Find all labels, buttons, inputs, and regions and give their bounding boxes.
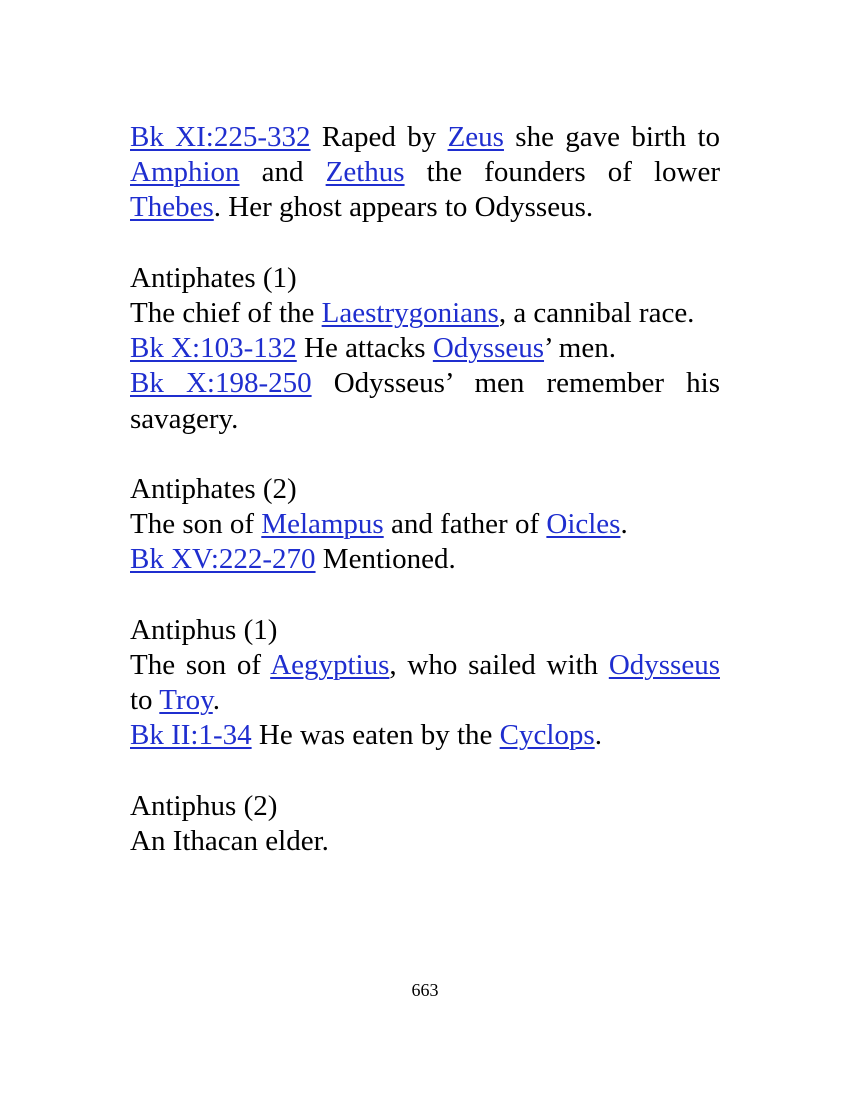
oicles-link[interactable]: Oicles <box>546 508 621 541</box>
desc-text: The son of <box>130 508 262 541</box>
desc-text: The son of <box>130 649 271 681</box>
entry-description <box>130 648 720 718</box>
desc-text: , a cannibal race. <box>498 297 695 329</box>
ref-text: . <box>594 719 602 752</box>
ref-text: ’ men. <box>544 332 616 365</box>
book-ref-link[interactable]: Bk X:103-132 <box>130 332 297 365</box>
melampus-link[interactable]: Melampus <box>261 508 384 541</box>
cyclops-link[interactable]: Cyclops <box>499 719 595 752</box>
ref-text: . Her ghost appears to Odysseus. <box>213 191 594 224</box>
ref-text: Raped by <box>310 121 448 153</box>
desc-text: , who sailed with <box>389 649 609 681</box>
troy-link[interactable]: Troy <box>159 684 213 717</box>
aegyptius-link[interactable]: Aegyptius <box>270 649 390 681</box>
laestrygonians-link[interactable]: Laestrygonians <box>321 297 499 329</box>
book-ref-link[interactable]: Bk X:198-250 <box>130 367 312 400</box>
desc-text: to <box>130 684 160 717</box>
book-ref-link[interactable]: Bk II:1-34 <box>130 719 252 752</box>
entry-antiphus-2 <box>130 789 720 859</box>
desc-text: . <box>212 684 221 717</box>
entry-description <box>130 507 720 542</box>
ref-text: He was eaten by the <box>251 719 500 752</box>
book-ref-link[interactable]: Bk XV:222-270 <box>130 543 316 576</box>
ref-text: the founders of lower <box>404 156 721 189</box>
entry-heading: Antiphates (1) <box>130 261 297 294</box>
entry-reference <box>130 542 720 577</box>
entry-heading: Antiphus (1) <box>130 613 278 646</box>
desc-text: . <box>620 508 628 541</box>
desc-text: An Ithacan elder. <box>130 825 329 857</box>
desc-text: The chief of the <box>130 297 322 329</box>
entry-antiphates-1 <box>130 261 720 437</box>
entry-heading: Antiphates (2) <box>130 473 297 505</box>
entry-heading: Antiphus (2) <box>130 789 278 822</box>
zethus-link[interactable]: Zethus <box>325 156 405 189</box>
ref-text: He attacks <box>296 332 433 365</box>
page-body <box>130 120 720 894</box>
ref-line <box>130 156 720 188</box>
page-number: 663 <box>411 980 439 1000</box>
entry-antiphates-2 <box>130 472 720 578</box>
entry-antiphus-1 <box>130 613 720 754</box>
ref-text: and <box>239 156 326 189</box>
desc-text: and father of <box>383 508 547 541</box>
amphion-link[interactable]: Amphion <box>130 156 240 189</box>
ref-text: Odysseus’ men remember his savagery. <box>130 367 721 435</box>
zeus-link[interactable]: Zeus <box>447 121 504 153</box>
ref-text: Mentioned. <box>315 543 456 576</box>
entry-description <box>130 296 720 331</box>
book-ref-link[interactable]: Bk XI:225-332 <box>130 121 311 153</box>
entry-description <box>130 824 720 859</box>
ref-line <box>130 121 720 153</box>
entry-reference <box>130 331 720 366</box>
entry-reference <box>130 718 720 753</box>
thebes-link[interactable]: Thebes <box>130 191 214 224</box>
odysseus-link[interactable]: Odysseus <box>608 649 720 681</box>
entry-amphion-continuation <box>130 120 720 226</box>
odysseus-link[interactable]: Odysseus <box>432 332 545 365</box>
ref-line <box>130 191 593 223</box>
ref-text: she gave birth to <box>503 121 720 153</box>
entry-reference <box>130 366 720 436</box>
